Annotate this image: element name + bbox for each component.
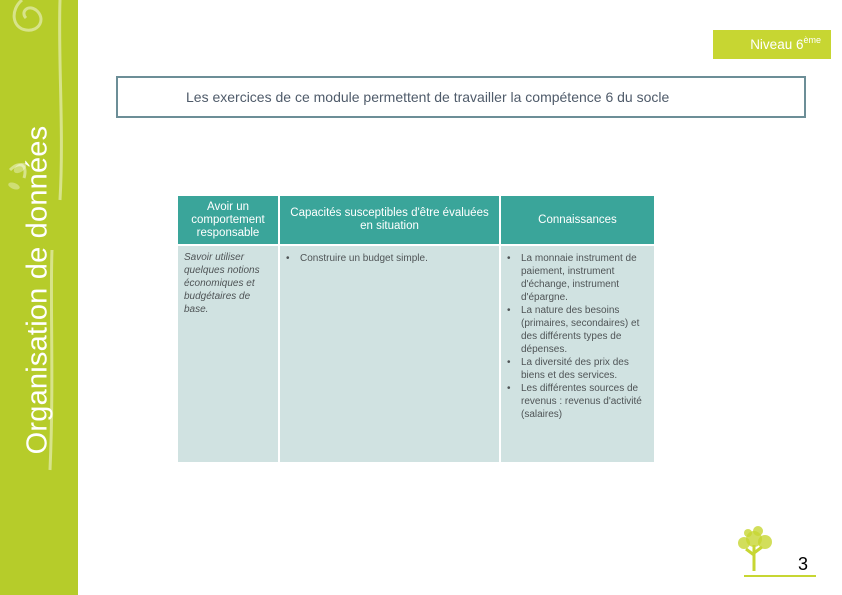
level-superscript: ème xyxy=(803,34,821,45)
table-header: Capacités susceptibles d'être évaluées en situation xyxy=(280,196,499,244)
table-cell xyxy=(501,246,654,462)
intro-box xyxy=(116,76,806,118)
column-capacities xyxy=(280,196,499,462)
column-knowledge xyxy=(501,196,654,462)
column-responsible-behavior xyxy=(178,196,278,462)
page-number-underline xyxy=(744,575,816,577)
intro-text: Les exercices de ce module permettent de travailler la compétence 6 du socle xyxy=(186,89,670,105)
list-item: • Les différentes sources de revenus : revenus d'activité (salaires) xyxy=(507,382,648,421)
list-item: • La diversité des prix des biens et des services. xyxy=(507,356,648,382)
sidebar-title: Organisation de données xyxy=(21,125,54,455)
list-item: • Construire un budget simple. xyxy=(286,252,493,265)
list-item: • La nature des besoins (primaires, secondaires) et des différents types de dépenses. xyxy=(507,304,648,356)
tree-logo-icon xyxy=(732,525,778,575)
cell-text: Savoir utiliser quelques notions économiques et budgétaires de base. xyxy=(184,252,260,315)
table-cell xyxy=(178,246,278,462)
table-header: Avoir un comportement responsable xyxy=(178,196,278,244)
list-item: • La monnaie instrument de paiement, instrument d'échange, instrument d'épargne. xyxy=(507,252,648,304)
table-header: Connaissances xyxy=(501,196,654,244)
level-label: Niveau 6 xyxy=(750,37,804,52)
sidebar xyxy=(0,0,78,595)
table-cell xyxy=(280,246,499,462)
competence-table xyxy=(178,196,654,462)
page-number: 3 xyxy=(798,554,809,574)
level-badge xyxy=(713,30,831,59)
